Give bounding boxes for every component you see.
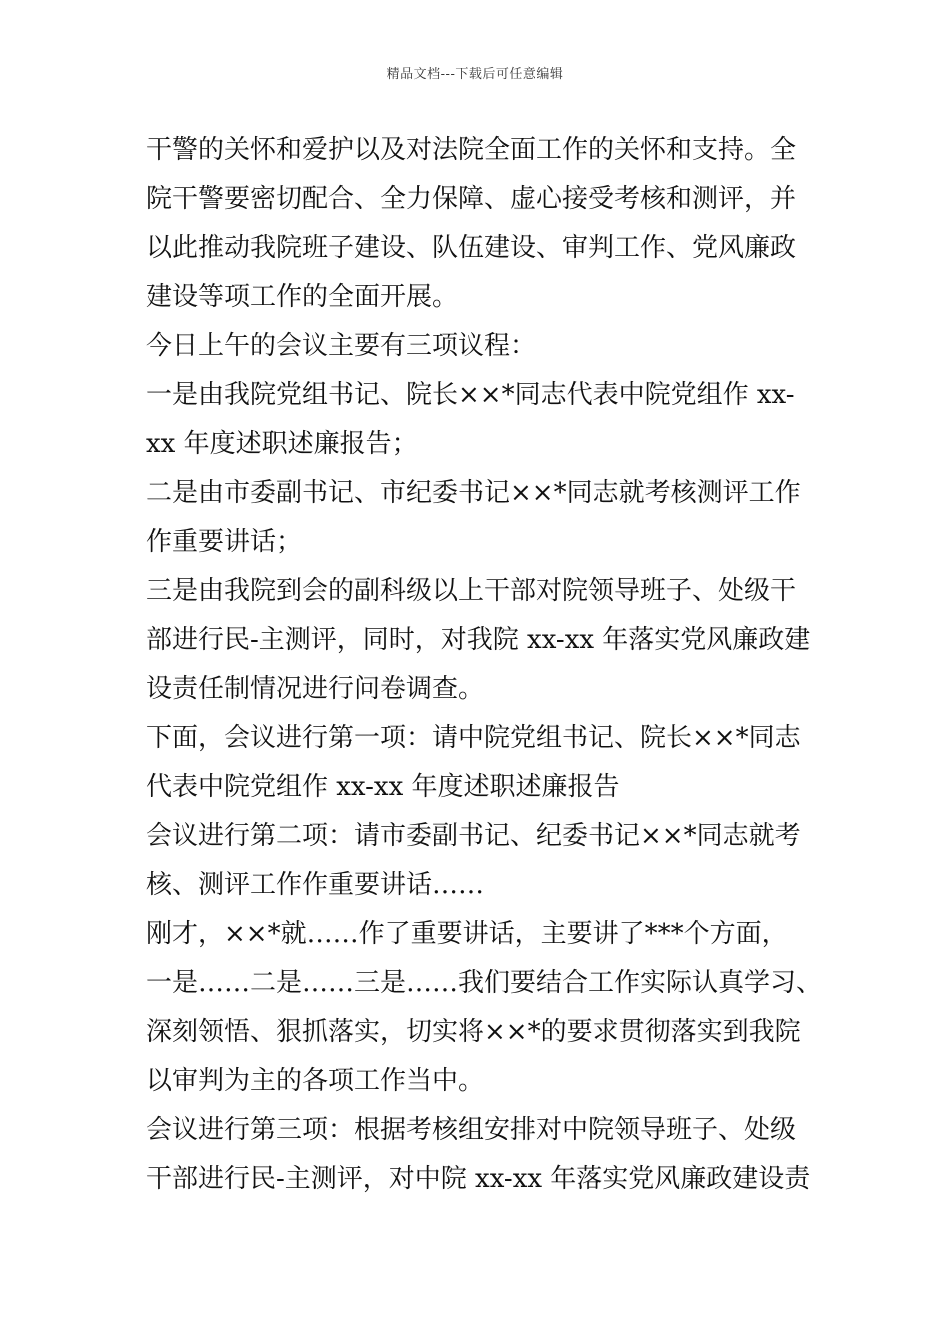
text-line: 干部进行民-主测评，对中院 xx-xx 年落实党风廉政建设责: [146, 1164, 811, 1194]
text-line: 一是……二是……三是……我们要结合工作实际认真学习、: [146, 968, 823, 998]
text-line: 今日上午的会议主要有三项议程：: [146, 331, 537, 361]
text-line: 会议进行第二项：请市委副书记、纪委书记××*同志就考: [146, 821, 801, 851]
text-line: 深刻领悟、狠抓落实，切实将××*的要求贯彻落实到我院: [146, 1017, 801, 1047]
text-line: 作重要讲话；: [146, 527, 303, 557]
text-line: 以此推动我院班子建设、队伍建设、审判工作、党风廉政: [146, 233, 797, 263]
text-line: 建设等项工作的全面开展。: [146, 282, 459, 312]
text-line: 核、测评工作作重要讲话……: [146, 870, 485, 900]
text-line: 院干警要密切配合、全力保障、虚心接受考核和测评，并: [146, 184, 797, 214]
text-line: 部进行民-主测评，同时，对我院 xx-xx 年落实党风廉政建: [146, 625, 811, 655]
text-line: 一是由我院党组书记、院长××*同志代表中院党组作 xx-: [146, 380, 795, 410]
page-header: 精品文档---下载后可任意编辑: [386, 67, 564, 82]
text-line: 下面，会议进行第一项：请中院党组书记、院长××*同志: [146, 723, 801, 753]
text-line: 会议进行第三项：根据考核组安排对中院领导班子、处级: [146, 1115, 797, 1145]
text-line: 刚才，××*就……作了重要讲话，主要讲了***个方面，: [146, 919, 788, 949]
text-line: 设责任制情况进行问卷调查。: [146, 674, 485, 704]
document-body: [146, 126, 823, 1204]
text-line: 二是由市委副书记、市纪委书记××*同志就考核测评工作: [146, 478, 801, 508]
text-line: 以审判为主的各项工作当中。: [146, 1066, 485, 1096]
text-line: xx 年度述职述廉报告；: [146, 429, 418, 459]
text-line: 代表中院党组作 xx-xx 年度述职述廉报告: [146, 772, 620, 802]
text-line: 干警的关怀和爱护以及对法院全面工作的关怀和支持。全: [146, 135, 797, 165]
text-line: 三是由我院到会的副科级以上干部对院领导班子、处级干: [146, 576, 797, 606]
